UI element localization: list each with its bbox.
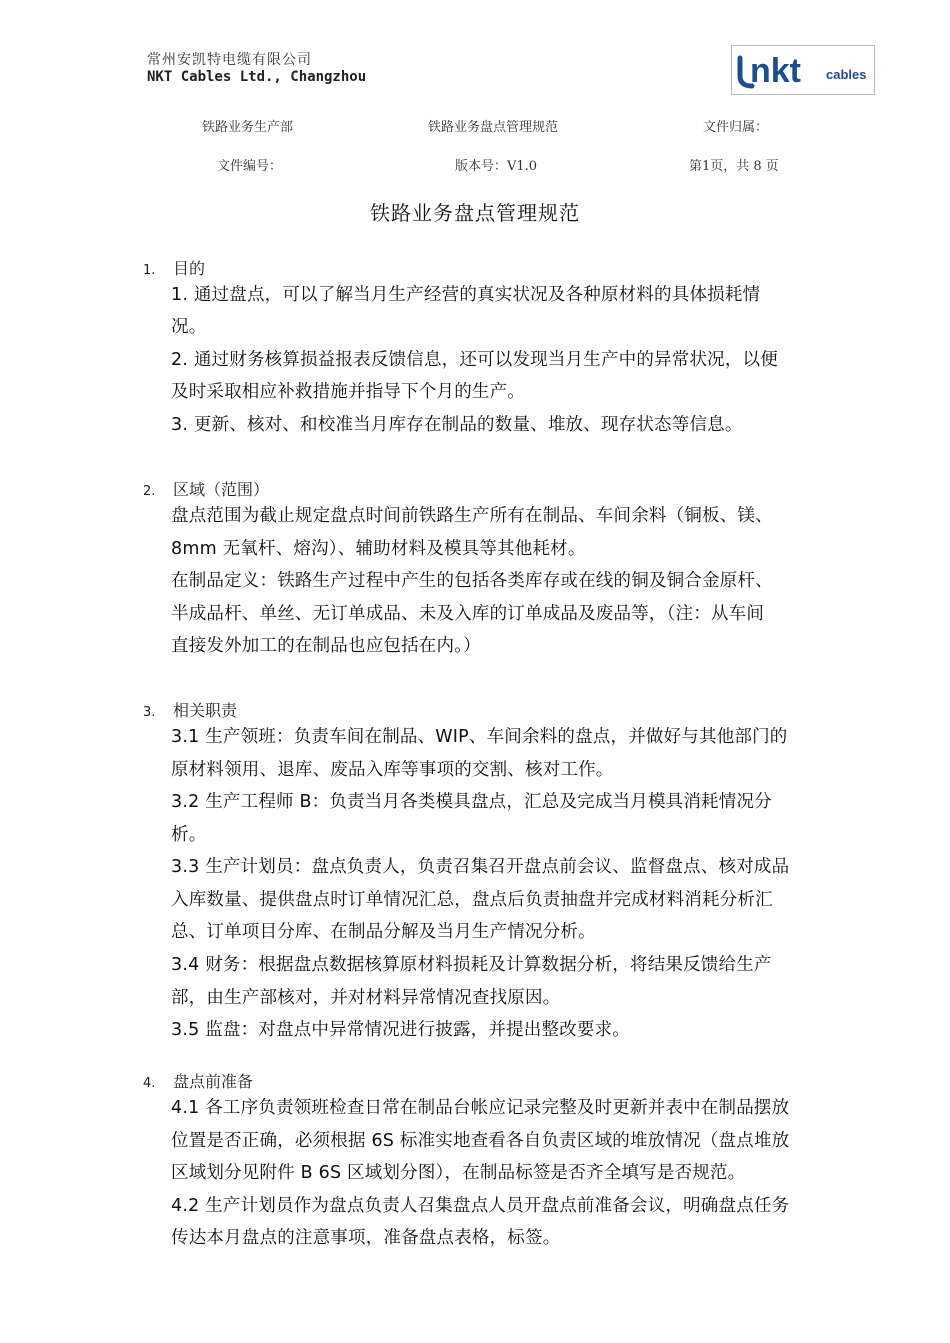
body-line: 直接发外加工的在制品也应包括在内。）	[171, 636, 481, 656]
document-title: 铁路业务盘点管理规范	[370, 201, 580, 225]
nkt-cables-logo	[731, 45, 875, 95]
section-number: 2.	[143, 484, 156, 499]
body-line: 析。	[171, 825, 207, 845]
body-line: 入库数量、提供盘点时订单情况汇总，盘点后负责抽盘并完成材料消耗分析汇	[171, 890, 773, 910]
section-title: 相关职责	[173, 701, 238, 720]
body-line: 4.2 生产计划员作为盘点负责人召集盘点人员开盘点前准备会议，明确盘点任务	[171, 1196, 790, 1216]
company-name-cn: 常州安凯特电缆有限公司	[147, 52, 312, 68]
doc-number-label: 文件编号：	[217, 159, 283, 174]
nkt-logo-graphic	[732, 46, 874, 94]
body-line: 4.1 各工序负责领班检查日常在制品台帐应记录完整及时更新并表中在制品摆放	[171, 1098, 790, 1118]
section-2-heading	[143, 477, 269, 500]
doc-owner-label: 文件归属：	[703, 120, 769, 135]
section-1-heading	[143, 256, 205, 279]
body-line: 3.4 财务：根据盘点数据核算原材料损耗及计算数据分析，将结果反馈给生产	[171, 955, 772, 975]
body-line: 区域划分见附件 B 6S 区域划分图），在制品标签是否齐全填写是否规范。	[171, 1163, 746, 1183]
body-line: 1. 通过盘点，可以了解当月生产经营的真实状况及各种原材料的具体损耗情	[171, 285, 761, 305]
body-line: 3.5 监盘：对盘点中异常情况进行披露，并提出整改要求。	[171, 1020, 630, 1040]
body-line: 8mm 无氧杆、熔沟）、辅助材料及模具等其他耗材。	[171, 539, 586, 559]
body-line: 3.3 生产计划员：盘点负责人，负责召集召开盘点前会议、监督盘点、核对成品	[171, 857, 790, 877]
doc-name-label: 铁路业务盘点管理规范	[428, 120, 559, 135]
section-3-heading	[143, 698, 237, 721]
body-line: 半成品杆、单丝、无订单成品、未及入库的订单成品及废品等，（注：从车间	[171, 604, 765, 624]
body-line: 原材料领用、退库、废品入库等事项的交割、核对工作。	[171, 760, 614, 780]
body-line: 2. 通过财务核算损益报表反馈信息，还可以发现当月生产中的异常状况，以便	[171, 350, 778, 370]
body-line: 部，由生产部核对，并对材料异常情况查找原因。	[171, 988, 561, 1008]
body-line: 3.1 生产领班：负责车间在制品、WIP、车间余料的盘点，并做好与其他部门的	[171, 727, 788, 747]
page-count-label: 第1页，共 8 页	[689, 159, 779, 174]
section-number: 1.	[143, 263, 156, 278]
section-4-heading	[143, 1069, 253, 1092]
body-line: 3.2 生产工程师 B：负责当月各类模具盘点，汇总及完成当月模具消耗情况分	[171, 792, 772, 812]
body-line: 传达本月盘点的注意事项，准备盘点表格，标签。	[171, 1228, 561, 1248]
department-label: 铁路业务生产部	[202, 120, 294, 135]
body-line: 总、订单项目分库、在制品分解及当月生产情况分析。	[171, 922, 596, 942]
body-line: 盘点范围为截止规定盘点时间前铁路生产所有在制品、车间余料（铜板、镁、	[171, 506, 773, 526]
section-title: 目的	[173, 259, 206, 278]
company-name-en: NKT Cables Ltd., Changzhou	[147, 69, 367, 85]
logo-subword: cables	[826, 67, 867, 82]
section-title: 盘点前准备	[173, 1072, 254, 1091]
body-line: 况。	[171, 317, 207, 337]
body-line: 在制品定义：铁路生产过程中产生的包括各类库存或在线的铜及铜合金原杆、	[171, 571, 773, 591]
logo-wordmark: nkt	[750, 52, 801, 90]
body-line: 位置是否正确，必须根据 6S 标准实地查看各自负责区域的堆放情况（盘点堆放	[171, 1131, 790, 1151]
section-title: 区域（范围）	[173, 480, 270, 499]
body-line: 3. 更新、核对、和校准当月库存在制品的数量、堆放、现存状态等信息。	[171, 415, 743, 435]
section-number: 4.	[143, 1076, 156, 1091]
section-number: 3.	[143, 705, 156, 720]
version-label: 版本号：V1.0	[455, 159, 538, 174]
body-line: 及时采取相应补救措施并指导下个月的生产。	[171, 382, 525, 402]
